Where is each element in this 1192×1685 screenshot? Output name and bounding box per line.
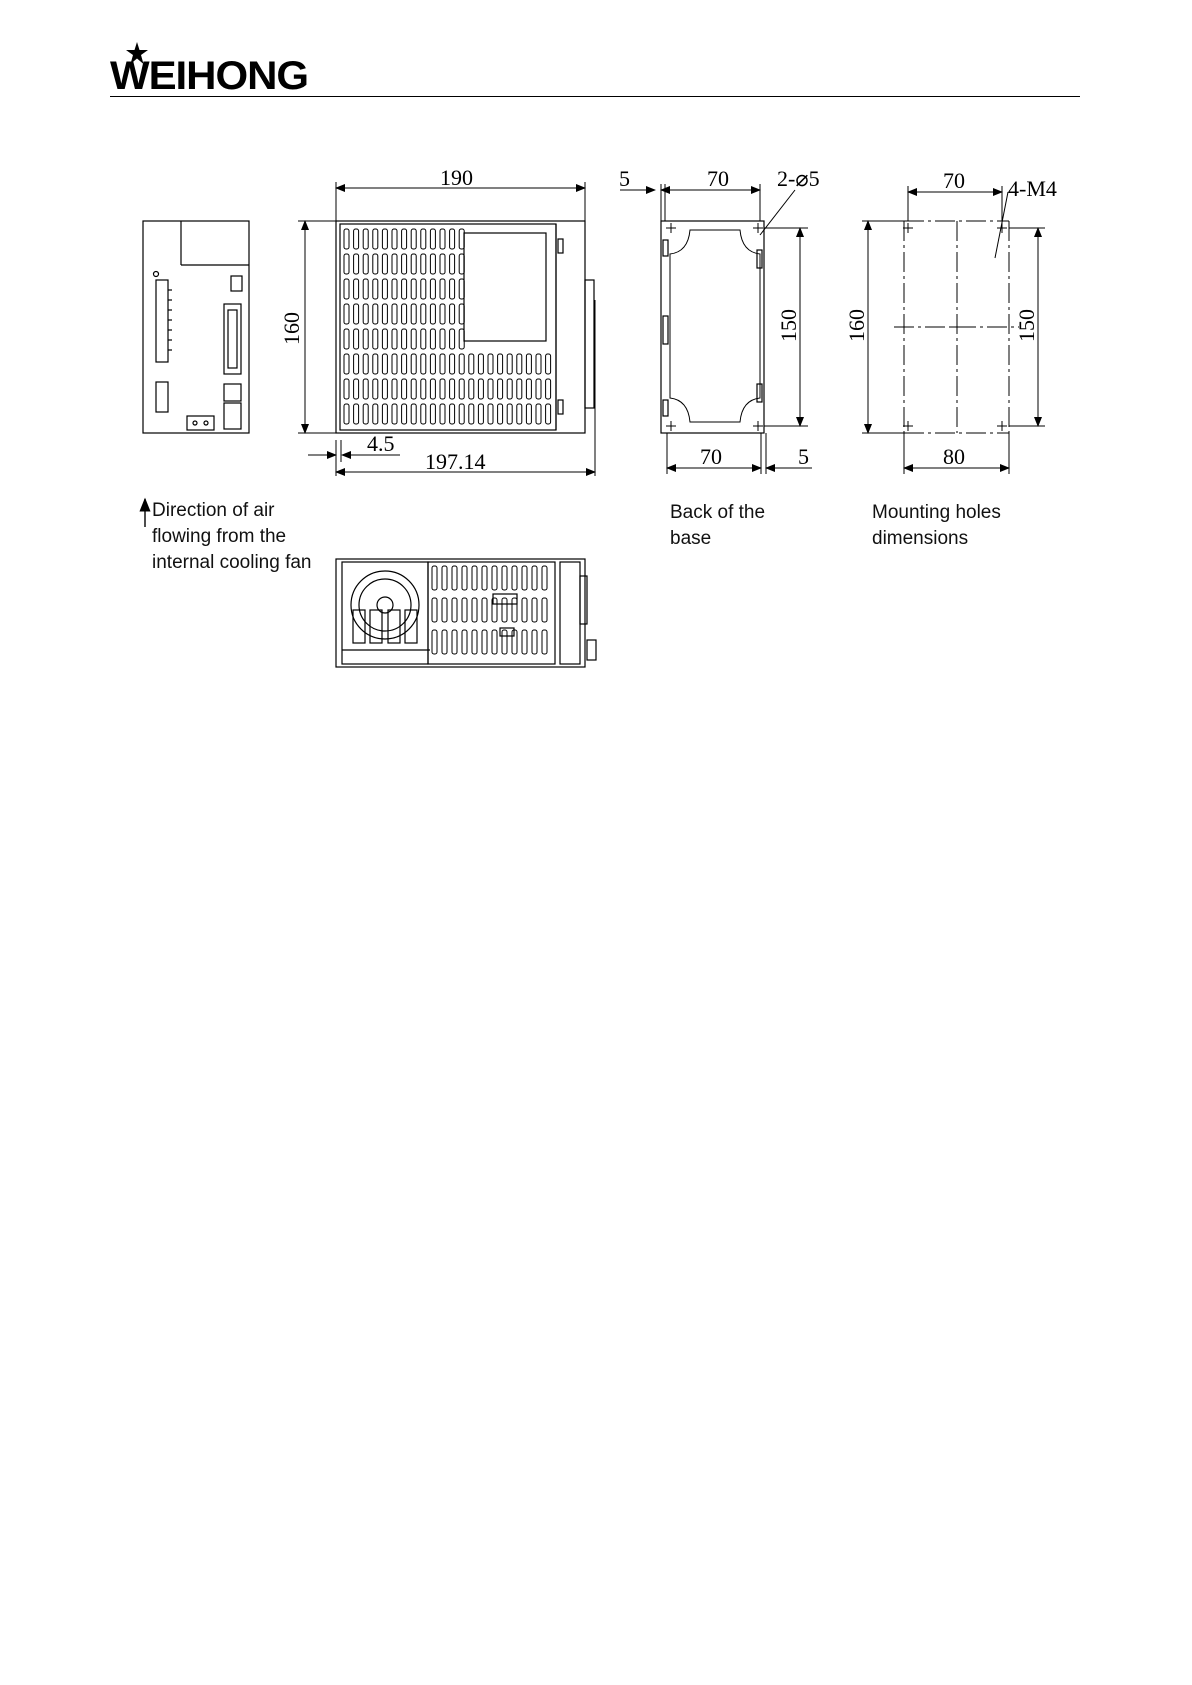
vent-slot <box>440 354 445 374</box>
vent-slot <box>382 379 387 399</box>
vent-slot <box>430 229 435 249</box>
vent-slot <box>402 379 407 399</box>
vent-slot <box>363 379 368 399</box>
vent-slot <box>354 254 359 274</box>
vent-slot <box>373 304 378 324</box>
vent-slot <box>498 404 503 424</box>
vent-slot <box>469 404 474 424</box>
caption-air-flow-line-3: internal cooling fan <box>152 552 312 573</box>
vent-slot <box>373 404 378 424</box>
top-vent-slot <box>462 630 467 654</box>
vent-slot <box>344 254 349 274</box>
vent-slot <box>526 354 531 374</box>
vent-slot <box>373 329 378 349</box>
vent-slot <box>411 379 416 399</box>
vent-slot <box>459 354 464 374</box>
vent-slot <box>392 329 397 349</box>
vent-slot <box>373 279 378 299</box>
vent-slot <box>440 304 445 324</box>
vent-slot <box>440 229 445 249</box>
vent-slot <box>469 379 474 399</box>
dim-mount-hole-spec: 4-M4 <box>1008 176 1057 201</box>
top-vent-slot <box>542 566 547 590</box>
vent-slot <box>363 279 368 299</box>
vent-slot <box>440 404 445 424</box>
vent-slot <box>363 404 368 424</box>
caption-air-flow-line-1: Direction of air <box>152 500 275 521</box>
top-vent-slot <box>462 598 467 622</box>
vent-slot <box>507 354 512 374</box>
caption-mounting-line-2: dimensions <box>872 528 969 549</box>
vent-slot <box>373 354 378 374</box>
top-vent-slot <box>482 598 487 622</box>
dim-back-hole-spec: 2-⌀5 <box>777 166 820 191</box>
vent-slot <box>392 229 397 249</box>
dim-mount-width-bottom: 80 <box>943 444 965 469</box>
top-vent-slot <box>432 630 437 654</box>
top-vent-slot <box>442 598 447 622</box>
vent-slot <box>354 354 359 374</box>
vent-slot <box>450 404 455 424</box>
vent-slot <box>354 229 359 249</box>
company-logo: WEIHONG <box>110 54 308 98</box>
vent-slot <box>430 379 435 399</box>
top-vent-slot <box>472 630 477 654</box>
top-vent-slot <box>492 630 497 654</box>
vent-slot <box>411 229 416 249</box>
vent-slot <box>373 379 378 399</box>
top-vent-slot <box>532 598 537 622</box>
vent-slot <box>450 229 455 249</box>
vent-slot <box>430 404 435 424</box>
vent-slot <box>450 279 455 299</box>
top-vent-slot <box>512 598 517 622</box>
vent-slot <box>440 329 445 349</box>
top-vent-slot <box>472 598 477 622</box>
top-vent-slot <box>482 630 487 654</box>
vent-slot <box>488 404 493 424</box>
vent-slot <box>392 379 397 399</box>
vent-slot <box>402 254 407 274</box>
top-vent-slot <box>482 566 487 590</box>
top-vent-slot <box>542 630 547 654</box>
vent-slot <box>421 254 426 274</box>
mounting-holes-view <box>894 221 1019 433</box>
vent-slot <box>382 279 387 299</box>
vent-slot <box>382 329 387 349</box>
vent-slot <box>536 379 541 399</box>
top-vent-slot <box>432 598 437 622</box>
top-vent-slot <box>522 630 527 654</box>
vent-slot <box>459 404 464 424</box>
technical-drawing <box>0 0 1192 720</box>
vent-slot <box>411 279 416 299</box>
vent-slot <box>459 379 464 399</box>
top-vent-slot <box>492 566 497 590</box>
top-vent-slot <box>472 566 477 590</box>
vent-slot <box>382 354 387 374</box>
vent-slot <box>344 379 349 399</box>
vent-slot <box>430 254 435 274</box>
vent-slot <box>430 354 435 374</box>
vent-slot <box>402 304 407 324</box>
vent-slot <box>507 379 512 399</box>
caption-air-flow-line-2: flowing from the <box>152 526 287 547</box>
vent-slot <box>392 304 397 324</box>
vent-slot <box>430 329 435 349</box>
vent-slot <box>411 304 416 324</box>
vent-slot <box>450 304 455 324</box>
vent-slot <box>440 279 445 299</box>
vent-slot <box>344 229 349 249</box>
vent-slot <box>411 404 416 424</box>
caption-back-base <box>670 500 765 552</box>
dim-back-height: 150 <box>776 309 801 342</box>
vent-slot <box>411 329 416 349</box>
caption-back-base-line-2: base <box>670 528 712 549</box>
top-vent-slot <box>522 566 527 590</box>
vent-slot <box>382 404 387 424</box>
vent-slot <box>421 354 426 374</box>
dim-back-width-bottom: 70 <box>700 444 722 469</box>
caption-mounting-line-1: Mounting holes <box>872 502 1001 523</box>
top-vent-slot <box>452 566 457 590</box>
dim-mount-height-right: 150 <box>1014 309 1039 342</box>
top-view <box>336 559 596 667</box>
vent-slot <box>411 354 416 374</box>
vent-slot <box>421 379 426 399</box>
vent-slot <box>450 254 455 274</box>
dim-offset-small: 4.5 <box>367 431 395 456</box>
vent-slot <box>421 404 426 424</box>
vent-slot <box>450 329 455 349</box>
vent-slot <box>382 304 387 324</box>
vent-slot <box>392 254 397 274</box>
top-vent-slot <box>432 566 437 590</box>
vent-slot <box>498 354 503 374</box>
top-vent-slot <box>452 630 457 654</box>
top-vent-slot <box>462 566 467 590</box>
vent-slot <box>546 404 551 424</box>
vent-slot <box>402 354 407 374</box>
vent-slot <box>354 379 359 399</box>
vent-slot <box>411 254 416 274</box>
top-vent-slot <box>512 566 517 590</box>
vent-slot <box>507 404 512 424</box>
vent-slot <box>536 404 541 424</box>
vent-slot <box>536 354 541 374</box>
side-view <box>336 221 594 433</box>
top-vent-slot <box>442 630 447 654</box>
side-dimensions <box>298 182 595 476</box>
vent-slot <box>421 229 426 249</box>
vent-slot <box>363 329 368 349</box>
dim-mount-height-left: 160 <box>844 309 869 342</box>
vent-slot <box>363 254 368 274</box>
dim-back-width-top: 70 <box>707 166 729 191</box>
top-vent-slot <box>502 630 507 654</box>
vent-slot <box>402 279 407 299</box>
vent-slot <box>373 229 378 249</box>
vent-slot <box>498 379 503 399</box>
vent-slot <box>526 379 531 399</box>
vent-slot <box>392 279 397 299</box>
vent-slot <box>354 404 359 424</box>
vent-slot <box>382 229 387 249</box>
front-view <box>143 221 249 433</box>
vent-slot <box>402 404 407 424</box>
vent-slot <box>363 354 368 374</box>
dim-mount-width-top: 70 <box>943 168 965 193</box>
top-vent-slot <box>502 566 507 590</box>
vent-slot <box>382 254 387 274</box>
dim-height-left: 160 <box>279 312 304 345</box>
caption-air-flow <box>152 498 312 576</box>
vent-slot <box>488 354 493 374</box>
dim-depth-total: 197.14 <box>425 449 486 474</box>
vent-slot <box>354 329 359 349</box>
vent-slot <box>402 329 407 349</box>
vent-slot <box>450 354 455 374</box>
vent-slot <box>363 229 368 249</box>
top-vent-slot <box>522 598 527 622</box>
vent-slot <box>421 329 426 349</box>
vent-slot <box>354 279 359 299</box>
top-vent-slot <box>532 630 537 654</box>
vent-slot <box>344 304 349 324</box>
vent-slot <box>344 354 349 374</box>
vent-slot <box>363 304 368 324</box>
vent-slot <box>488 379 493 399</box>
vent-slot <box>478 404 483 424</box>
top-vent-slot <box>532 566 537 590</box>
vent-slot <box>344 279 349 299</box>
top-vent-slot <box>502 598 507 622</box>
vent-slot <box>526 404 531 424</box>
vent-slot <box>546 379 551 399</box>
top-vent-slot <box>442 566 447 590</box>
dim-back-right-margin: 5 <box>798 444 809 469</box>
vent-slot <box>392 404 397 424</box>
top-vent-slot <box>452 598 457 622</box>
caption-mounting <box>872 500 1001 552</box>
vent-slot <box>373 254 378 274</box>
vent-slot <box>430 304 435 324</box>
caption-back-base-line-1: Back of the <box>670 502 766 523</box>
vent-slot <box>392 354 397 374</box>
vent-slot <box>517 379 522 399</box>
vent-slot <box>402 229 407 249</box>
vent-slot <box>517 404 522 424</box>
vent-slot <box>478 354 483 374</box>
top-vent-slot <box>542 598 547 622</box>
dim-width-top: 190 <box>440 165 473 190</box>
vent-slot <box>344 404 349 424</box>
back-base-view <box>661 221 764 433</box>
vent-slot <box>421 279 426 299</box>
dim-back-left-margin: 5 <box>619 166 630 191</box>
vent-slot <box>546 354 551 374</box>
vent-slot <box>440 254 445 274</box>
vent-slot <box>430 279 435 299</box>
vent-slot <box>344 329 349 349</box>
vent-slot <box>469 354 474 374</box>
vent-slot <box>421 304 426 324</box>
vent-slot <box>450 379 455 399</box>
vent-slot <box>440 379 445 399</box>
vent-slot <box>478 379 483 399</box>
vent-slot <box>517 354 522 374</box>
vent-slot <box>354 304 359 324</box>
